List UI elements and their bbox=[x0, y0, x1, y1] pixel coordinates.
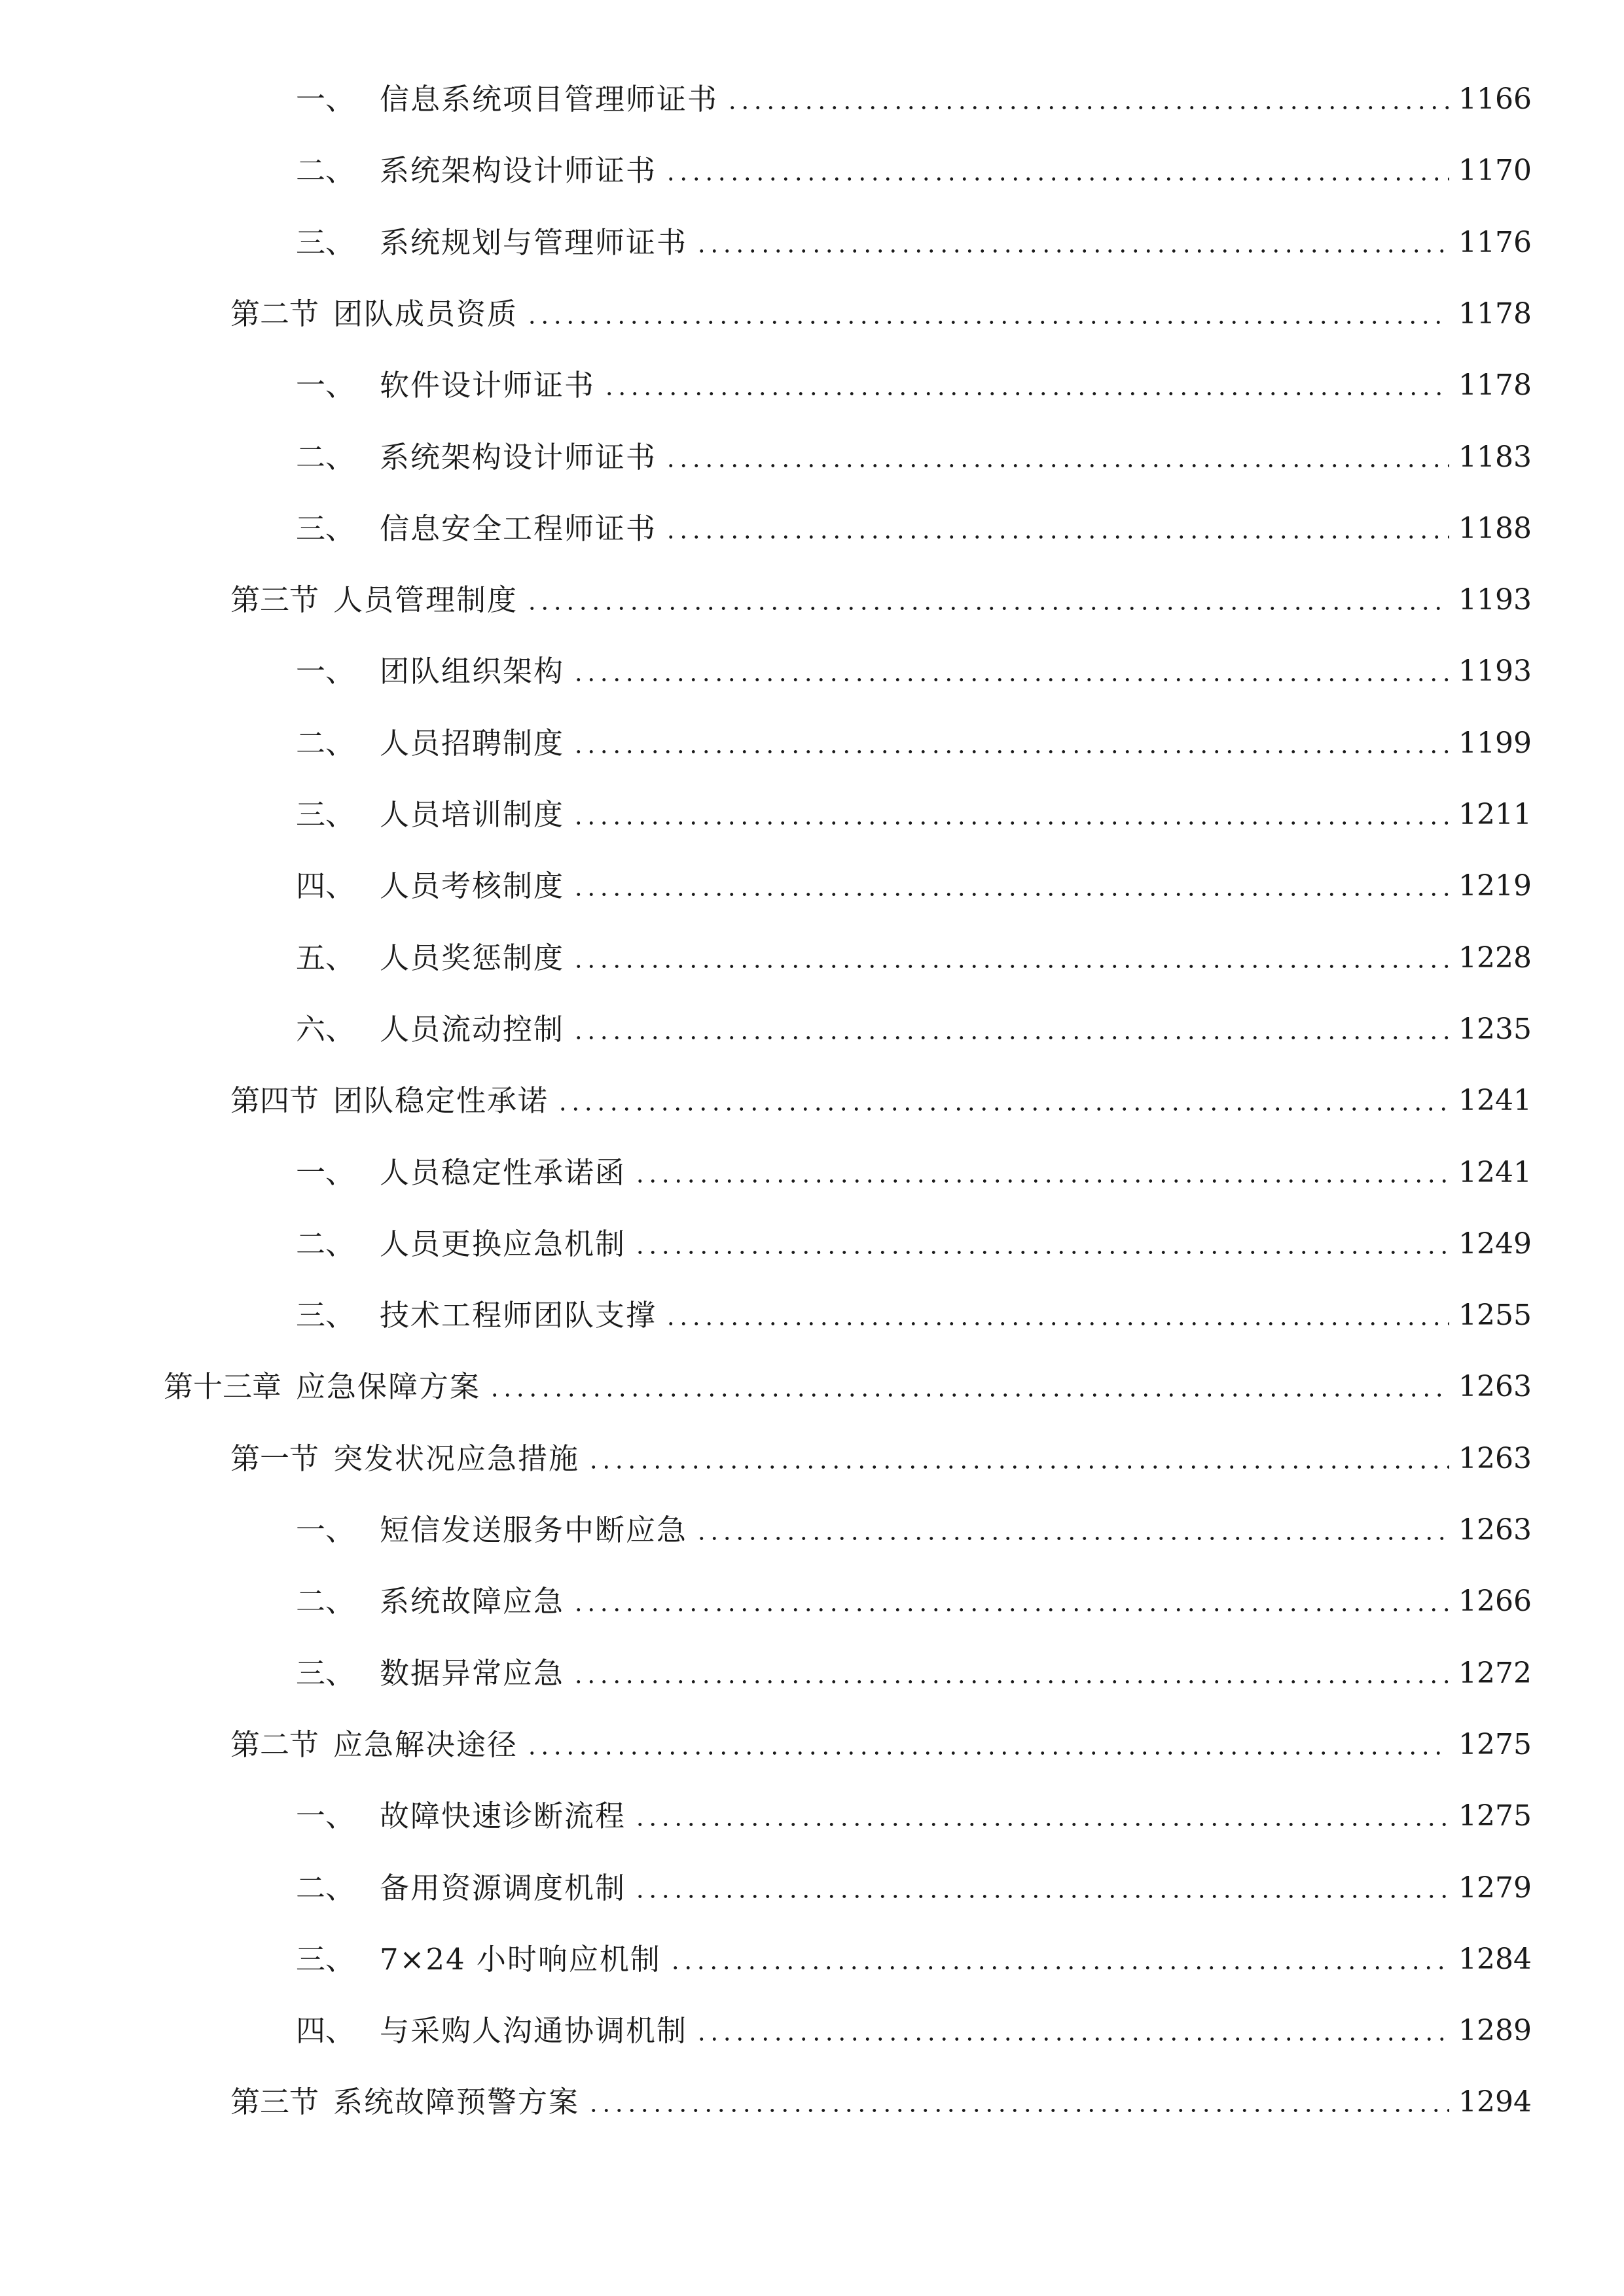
toc-dot-leader bbox=[695, 220, 1449, 266]
toc-dot-leader bbox=[526, 577, 1449, 623]
toc-dot-leader bbox=[572, 863, 1449, 909]
toc-entry-number: 第二节 bbox=[230, 1727, 319, 1762]
toc-subsection-entry[interactable] bbox=[296, 363, 1532, 408]
toc-subsection-entry[interactable] bbox=[296, 649, 1532, 694]
toc-dot-leader bbox=[664, 1293, 1449, 1338]
toc-entry-title: 人员稳定性承诺函 bbox=[380, 1155, 626, 1190]
toc-entry-number: 三、 bbox=[296, 511, 355, 546]
toc-dot-leader bbox=[572, 1007, 1449, 1052]
toc-dot-leader bbox=[669, 1937, 1449, 1982]
toc-subsection-entry[interactable] bbox=[296, 1793, 1532, 1839]
toc-dot-leader bbox=[556, 1078, 1449, 1124]
toc-page-number: 1176 bbox=[1458, 226, 1532, 259]
toc-dot-leader bbox=[572, 1651, 1449, 1696]
toc-entry-title: 系统故障预警方案 bbox=[333, 2085, 580, 2119]
toc-dot-leader bbox=[664, 435, 1449, 480]
toc-entry-title: 系统架构设计师证书 bbox=[380, 153, 657, 188]
toc-dot-leader bbox=[603, 363, 1449, 408]
toc-page-number: 1263 bbox=[1458, 1442, 1532, 1475]
toc-entry-number: 四、 bbox=[296, 2013, 355, 2048]
toc-entry-number: 六、 bbox=[296, 1012, 355, 1047]
toc-entry-number: 一、 bbox=[296, 1155, 355, 1190]
toc-page-number: 1219 bbox=[1458, 869, 1532, 903]
toc-entry-title: 7×24 小时响应机制 bbox=[380, 1942, 661, 1977]
toc-subsection-entry[interactable] bbox=[296, 220, 1532, 266]
toc-page-number: 1272 bbox=[1458, 1657, 1532, 1690]
toc-dot-leader bbox=[587, 1436, 1449, 1482]
toc-entry-number: 三、 bbox=[296, 1298, 355, 1333]
toc-section-entry[interactable] bbox=[230, 577, 1532, 623]
toc-entry-number: 一、 bbox=[296, 82, 355, 117]
toc-entry-title: 信息系统项目管理师证书 bbox=[380, 82, 719, 117]
toc-entry-title: 应急解决途径 bbox=[333, 1727, 518, 1762]
toc-dot-leader bbox=[664, 506, 1449, 552]
toc-dot-leader bbox=[664, 148, 1449, 194]
toc-entry-number: 一、 bbox=[296, 1513, 355, 1547]
toc-entry-title: 人员考核制度 bbox=[380, 869, 565, 903]
toc-entry-number: 第二节 bbox=[230, 296, 319, 331]
toc-entry-title: 人员管理制度 bbox=[333, 583, 518, 617]
toc-dot-leader bbox=[726, 77, 1449, 122]
toc-dot-leader bbox=[634, 1150, 1449, 1196]
toc-page-number: 1166 bbox=[1458, 82, 1532, 116]
toc-entry-title: 故障快速诊断流程 bbox=[380, 1799, 626, 1833]
toc-subsection-entry[interactable] bbox=[296, 506, 1532, 552]
toc-entry-title: 团队成员资质 bbox=[333, 296, 518, 331]
toc-page-number: 1199 bbox=[1458, 726, 1532, 760]
toc-subsection-entry[interactable] bbox=[296, 2008, 1532, 2054]
toc-entry-title: 技术工程师团队支撑 bbox=[380, 1298, 657, 1333]
toc-entry-number: 第十三章 bbox=[164, 1369, 282, 1404]
toc-entry-number: 二、 bbox=[296, 1584, 355, 1619]
toc-entry-title: 短信发送服务中断应急 bbox=[380, 1513, 688, 1547]
toc-dot-leader bbox=[587, 2079, 1449, 2125]
toc-page-number: 1263 bbox=[1458, 1370, 1532, 1403]
toc-subsection-entry[interactable] bbox=[296, 1937, 1532, 1982]
toc-dot-leader bbox=[572, 649, 1449, 694]
toc-page-number: 1249 bbox=[1458, 1227, 1532, 1261]
toc-subsection-entry[interactable] bbox=[296, 721, 1532, 766]
toc-entry-number: 一、 bbox=[296, 654, 355, 689]
toc-entry-title: 团队稳定性承诺 bbox=[333, 1083, 549, 1118]
toc-entry-title: 团队组织架构 bbox=[380, 654, 565, 689]
toc-page-number: 1235 bbox=[1458, 1013, 1532, 1046]
toc-dot-leader bbox=[695, 2008, 1449, 2054]
toc-page-number: 1178 bbox=[1458, 297, 1532, 331]
toc-subsection-entry[interactable] bbox=[296, 1651, 1532, 1696]
toc-page-number: 1279 bbox=[1458, 1871, 1532, 1905]
toc-dot-leader bbox=[634, 1221, 1449, 1267]
toc-entry-title: 备用资源调度机制 bbox=[380, 1871, 626, 1905]
toc-subsection-entry[interactable] bbox=[296, 792, 1532, 838]
toc-page-number: 1193 bbox=[1458, 583, 1532, 617]
toc-dot-leader bbox=[526, 291, 1449, 337]
toc-page-number: 1284 bbox=[1458, 1943, 1532, 1976]
toc-subsection-entry[interactable] bbox=[296, 1507, 1532, 1553]
toc-dot-leader bbox=[634, 1865, 1449, 1911]
toc-entry-number: 二、 bbox=[296, 1227, 355, 1261]
toc-section-entry[interactable] bbox=[230, 2079, 1532, 2125]
toc-page-number: 1183 bbox=[1458, 440, 1532, 474]
toc-page-number: 1294 bbox=[1458, 2085, 1532, 2119]
toc-entry-title: 数据异常应急 bbox=[380, 1656, 565, 1691]
toc-section-entry[interactable] bbox=[230, 1078, 1532, 1124]
toc-entry-title: 突发状况应急措施 bbox=[333, 1441, 580, 1476]
toc-entry-number: 二、 bbox=[296, 153, 355, 188]
toc-entry-title: 人员奖惩制度 bbox=[380, 941, 565, 975]
toc-page-number: 1241 bbox=[1458, 1156, 1532, 1189]
toc-entry-title: 与采购人沟通协调机制 bbox=[380, 2013, 688, 2048]
toc-entry-number: 二、 bbox=[296, 440, 355, 475]
toc-page-number: 1289 bbox=[1458, 2014, 1532, 2047]
toc-entry-number: 第三节 bbox=[230, 583, 319, 617]
toc-section-entry[interactable] bbox=[230, 1722, 1532, 1768]
toc-subsection-entry[interactable] bbox=[296, 77, 1532, 122]
toc-entry-number: 三、 bbox=[296, 797, 355, 832]
toc-entry-title: 人员招聘制度 bbox=[380, 726, 565, 761]
toc-page-number: 1241 bbox=[1458, 1084, 1532, 1117]
toc-page-number: 1275 bbox=[1458, 1728, 1532, 1761]
toc-chapter-entry[interactable] bbox=[164, 1364, 1532, 1410]
toc-page-number: 1211 bbox=[1458, 798, 1532, 831]
toc-entry-number: 第一节 bbox=[230, 1441, 319, 1476]
toc-entry-title: 人员培训制度 bbox=[380, 797, 565, 832]
toc-entry-number: 第三节 bbox=[230, 2085, 319, 2119]
toc-subsection-entry[interactable] bbox=[296, 1150, 1532, 1196]
toc-entry-title: 系统架构设计师证书 bbox=[380, 440, 657, 475]
toc-dot-leader bbox=[526, 1722, 1449, 1768]
toc-dot-leader bbox=[572, 1579, 1449, 1624]
toc-section-entry[interactable] bbox=[230, 291, 1532, 337]
toc-page-number: 1275 bbox=[1458, 1799, 1532, 1833]
toc-page-number: 1255 bbox=[1458, 1299, 1532, 1332]
toc-entry-number: 二、 bbox=[296, 1871, 355, 1905]
toc-subsection-entry[interactable] bbox=[296, 1865, 1532, 1911]
toc-entry-number: 一、 bbox=[296, 368, 355, 403]
toc-dot-leader bbox=[572, 721, 1449, 766]
toc-entry-number: 二、 bbox=[296, 726, 355, 761]
toc-subsection-entry[interactable] bbox=[296, 1007, 1532, 1052]
toc-entry-title: 软件设计师证书 bbox=[380, 368, 596, 403]
toc-page-number: 1263 bbox=[1458, 1513, 1532, 1547]
toc-section-entry[interactable] bbox=[230, 1436, 1532, 1482]
toc-subsection-entry[interactable] bbox=[296, 435, 1532, 480]
toc-subsection-entry[interactable] bbox=[296, 148, 1532, 194]
toc-subsection-entry[interactable] bbox=[296, 935, 1532, 981]
toc-page-number: 1193 bbox=[1458, 655, 1532, 688]
toc-entry-number: 四、 bbox=[296, 869, 355, 903]
toc-entry-title: 应急保障方案 bbox=[296, 1369, 481, 1404]
toc-entry-number: 第四节 bbox=[230, 1083, 319, 1118]
toc-entry-number: 一、 bbox=[296, 1799, 355, 1833]
toc-page-number: 1170 bbox=[1458, 154, 1532, 187]
toc-dot-leader bbox=[488, 1364, 1449, 1410]
toc-entry-title: 人员更换应急机制 bbox=[380, 1227, 626, 1261]
toc-subsection-entry[interactable] bbox=[296, 1579, 1532, 1624]
toc-page-number: 1266 bbox=[1458, 1585, 1532, 1618]
toc-entry-title: 信息安全工程师证书 bbox=[380, 511, 657, 546]
toc-subsection-entry[interactable] bbox=[296, 1293, 1532, 1338]
toc-entry-title: 系统规划与管理师证书 bbox=[380, 225, 688, 260]
toc-page-number: 1178 bbox=[1458, 368, 1532, 402]
toc-page-number: 1228 bbox=[1458, 941, 1532, 975]
toc-entry-number: 三、 bbox=[296, 1656, 355, 1691]
toc-dot-leader bbox=[695, 1507, 1449, 1553]
toc-subsection-entry[interactable] bbox=[296, 863, 1532, 909]
toc-subsection-entry[interactable] bbox=[296, 1221, 1532, 1267]
toc-entry-title: 人员流动控制 bbox=[380, 1012, 565, 1047]
toc-entry-title: 系统故障应急 bbox=[380, 1584, 565, 1619]
toc-dot-leader bbox=[572, 935, 1449, 981]
toc-dot-leader bbox=[572, 792, 1449, 838]
toc-entry-number: 三、 bbox=[296, 225, 355, 260]
toc-page-number: 1188 bbox=[1458, 512, 1532, 545]
toc-entry-number: 五、 bbox=[296, 941, 355, 975]
toc-dot-leader bbox=[634, 1793, 1449, 1839]
toc-entry-number: 三、 bbox=[296, 1942, 355, 1977]
